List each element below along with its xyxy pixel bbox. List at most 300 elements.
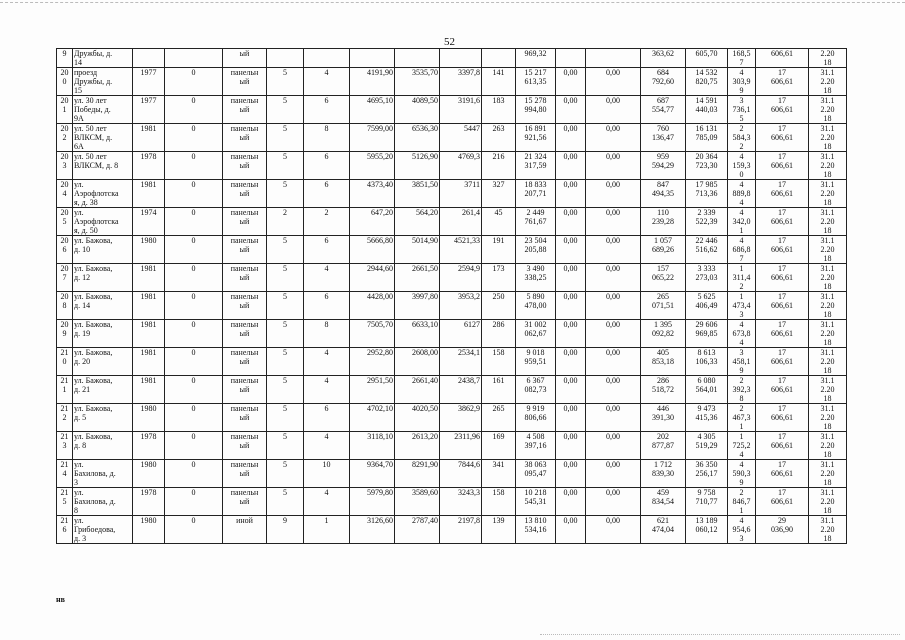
table-row (57, 49, 847, 68)
cell-wall-material: панельн ый (223, 236, 267, 264)
cell-cost-per-sqm: 168,5 7 (728, 49, 756, 68)
cell-wall-material: панельн ый (223, 292, 267, 320)
cell-cost-per-sqm: 2 846,7 1 (728, 488, 756, 516)
cell-cost-owners: 17 985 713,36 (686, 180, 728, 208)
cell-residential-area: 6127 (440, 320, 482, 348)
cell-cost-budget-regional: 0,00 (586, 180, 641, 208)
table-row (57, 236, 847, 264)
cell-entrances: 6 (304, 236, 350, 264)
cell-cost-budget-federal: 0,00 (556, 320, 586, 348)
cell-max-cost-per-sqm: 17 606,61 (756, 432, 809, 460)
cell-total-cost: 16 891 921,56 (516, 124, 556, 152)
cell-cost-budget-regional: 0,00 (586, 348, 641, 376)
table-row (57, 180, 847, 208)
cell-year-built: 1981 (133, 124, 165, 152)
cell-address: ул. Грибоедова, д. 3 (73, 516, 133, 544)
cell-row-number: 20 6 (57, 236, 73, 264)
cell-cost-owners: 3 333 273,03 (686, 264, 728, 292)
cell-residential-area: 7844,6 (440, 460, 482, 488)
cell-wall-material: панельн ый (223, 68, 267, 96)
cell-cost-budget-local: 847 494,35 (641, 180, 686, 208)
cell-max-cost-per-sqm: 17 606,61 (756, 488, 809, 516)
cell-year-commissioned: 0 (165, 180, 223, 208)
cell-entrances: 6 (304, 404, 350, 432)
cell-row-number: 9 (57, 49, 73, 68)
cell-row-number: 20 4 (57, 180, 73, 208)
cell-completion-date: 31.1 2.20 18 (809, 320, 847, 348)
cell-total-cost: 2 449 761,67 (516, 208, 556, 236)
cell-cost-budget-local: 1 395 092,82 (641, 320, 686, 348)
cell-cost-budget-regional: 0,00 (586, 68, 641, 96)
cell-completion-date: 31.1 2.20 18 (809, 292, 847, 320)
cell-address: ул. 50 лет ВЛКСМ, д. 8 (73, 152, 133, 180)
cell-residential-area: 2438,7 (440, 376, 482, 404)
cell-floors: 5 (267, 404, 304, 432)
cell-cost-budget-local: 959 594,29 (641, 152, 686, 180)
cell-address: ул. Бажова, д. 21 (73, 376, 133, 404)
cell-residential-area: 4521,33 (440, 236, 482, 264)
cell-completion-date: 31.1 2.20 18 (809, 516, 847, 544)
cell-cost-per-sqm: 1 311,4 2 (728, 264, 756, 292)
cell-cost-budget-regional (586, 49, 641, 68)
scan-top-line (0, 2, 905, 3)
cell-area-premises: 564,20 (395, 208, 440, 236)
cell-cost-owners: 2 339 522,39 (686, 208, 728, 236)
cell-cost-per-sqm: 2 584,3 2 (728, 124, 756, 152)
cell-cost-owners: 8 613 106,33 (686, 348, 728, 376)
cell-entrances: 6 (304, 292, 350, 320)
cell-total-cost: 18 833 207,71 (516, 180, 556, 208)
cell-floors: 5 (267, 96, 304, 124)
cell-residents: 158 (482, 348, 516, 376)
cell-cost-budget-federal: 0,00 (556, 236, 586, 264)
cell-wall-material: панельн ый (223, 488, 267, 516)
cell-total-area: 4428,00 (350, 292, 395, 320)
cell-cost-budget-local: 157 065,22 (641, 264, 686, 292)
cell-total-cost: 3 490 338,25 (516, 264, 556, 292)
cell-max-cost-per-sqm: 17 606,61 (756, 404, 809, 432)
cell-cost-per-sqm: 4 686,8 7 (728, 236, 756, 264)
cell-area-premises: 6536,30 (395, 124, 440, 152)
cell-cost-budget-federal: 0,00 (556, 488, 586, 516)
cell-address: ул. Бажова, д. 12 (73, 264, 133, 292)
cell-max-cost-per-sqm: 17 606,61 (756, 292, 809, 320)
cell-cost-owners: 16 131 785,09 (686, 124, 728, 152)
cell-total-area: 7505,70 (350, 320, 395, 348)
table-row (57, 264, 847, 292)
cell-year-commissioned: 0 (165, 516, 223, 544)
cell-year-commissioned: 0 (165, 348, 223, 376)
cell-floors: 5 (267, 264, 304, 292)
cell-floors: 5 (267, 460, 304, 488)
cell-total-area: 2952,80 (350, 348, 395, 376)
cell-cost-budget-local: 760 136,47 (641, 124, 686, 152)
cell-address: ул. Бахилова, д. 8 (73, 488, 133, 516)
table-row (57, 208, 847, 236)
cell-cost-budget-federal: 0,00 (556, 376, 586, 404)
cell-year-built: 1981 (133, 348, 165, 376)
cell-cost-budget-federal: 0,00 (556, 516, 586, 544)
cell-address: ул. 30 лет Победы, д. 9А (73, 96, 133, 124)
cell-cost-budget-local: 459 834,54 (641, 488, 686, 516)
cell-max-cost-per-sqm: 17 606,61 (756, 68, 809, 96)
cell-completion-date: 2.20 18 (809, 49, 847, 68)
cell-cost-budget-regional: 0,00 (586, 404, 641, 432)
cell-max-cost-per-sqm: 17 606,61 (756, 152, 809, 180)
cell-cost-per-sqm: 1 473,4 3 (728, 292, 756, 320)
cell-area-premises: 3589,60 (395, 488, 440, 516)
cell-area-premises (395, 49, 440, 68)
cell-year-commissioned: 0 (165, 208, 223, 236)
table-row (57, 152, 847, 180)
cell-wall-material: панельн ый (223, 124, 267, 152)
cell-total-area: 9364,70 (350, 460, 395, 488)
cell-floors: 5 (267, 68, 304, 96)
cell-cost-owners: 605,70 (686, 49, 728, 68)
cell-entrances: 8 (304, 320, 350, 348)
cell-total-cost: 38 063 095,47 (516, 460, 556, 488)
cell-year-commissioned: 0 (165, 264, 223, 292)
cell-completion-date: 31.1 2.20 18 (809, 208, 847, 236)
cell-completion-date: 31.1 2.20 18 (809, 460, 847, 488)
cell-total-area: 5979,80 (350, 488, 395, 516)
cell-completion-date: 31.1 2.20 18 (809, 348, 847, 376)
cell-cost-budget-local: 265 071,51 (641, 292, 686, 320)
cell-total-area: 3126,60 (350, 516, 395, 544)
table-row (57, 516, 847, 544)
cell-completion-date: 31.1 2.20 18 (809, 376, 847, 404)
cell-cost-budget-federal: 0,00 (556, 152, 586, 180)
cell-wall-material: панельн ый (223, 404, 267, 432)
cell-address: ул. Бажова, д. 14 (73, 292, 133, 320)
cell-area-premises: 3997,80 (395, 292, 440, 320)
cell-year-built: 1978 (133, 488, 165, 516)
cell-year-commissioned (165, 49, 223, 68)
cell-completion-date: 31.1 2.20 18 (809, 432, 847, 460)
cell-cost-per-sqm: 2 467,3 1 (728, 404, 756, 432)
cell-area-premises: 4020,50 (395, 404, 440, 432)
cell-cost-budget-local: 202 877,87 (641, 432, 686, 460)
cell-row-number: 21 3 (57, 432, 73, 460)
cell-address: ул. Бажова, д. 19 (73, 320, 133, 348)
cell-cost-per-sqm: 4 889,8 4 (728, 180, 756, 208)
cell-entrances: 4 (304, 432, 350, 460)
cell-total-area: 5955,20 (350, 152, 395, 180)
cell-address: ул. Аэрофлотска я, д. 50 (73, 208, 133, 236)
table-row (57, 488, 847, 516)
cell-area-premises: 4089,50 (395, 96, 440, 124)
cell-residential-area: 3862,9 (440, 404, 482, 432)
cell-cost-budget-federal: 0,00 (556, 96, 586, 124)
cell-completion-date: 31.1 2.20 18 (809, 180, 847, 208)
cell-entrances: 4 (304, 264, 350, 292)
cell-cost-per-sqm: 2 392,3 8 (728, 376, 756, 404)
cell-area-premises: 5126,90 (395, 152, 440, 180)
cell-year-built: 1974 (133, 208, 165, 236)
cell-row-number: 20 2 (57, 124, 73, 152)
cell-year-built: 1981 (133, 180, 165, 208)
cell-cost-per-sqm: 4 159,3 0 (728, 152, 756, 180)
cell-max-cost-per-sqm: 17 606,61 (756, 180, 809, 208)
cell-address: ул. 50 лет ВЛКСМ, д. 6А (73, 124, 133, 152)
cell-max-cost-per-sqm: 17 606,61 (756, 460, 809, 488)
cell-residents: 169 (482, 432, 516, 460)
cell-floors: 5 (267, 488, 304, 516)
cell-cost-owners: 9 758 710,77 (686, 488, 728, 516)
cell-wall-material: панельн ый (223, 208, 267, 236)
cell-residential-area (440, 49, 482, 68)
cell-cost-budget-regional: 0,00 (586, 264, 641, 292)
cell-total-cost: 5 890 478,00 (516, 292, 556, 320)
cell-residential-area: 3243,3 (440, 488, 482, 516)
cell-cost-budget-regional: 0,00 (586, 320, 641, 348)
cell-cost-budget-federal: 0,00 (556, 208, 586, 236)
cell-total-cost: 15 278 994,80 (516, 96, 556, 124)
cell-address: Дружбы, д. 14 (73, 49, 133, 68)
cell-row-number: 21 2 (57, 404, 73, 432)
cell-area-premises: 2613,20 (395, 432, 440, 460)
cell-cost-owners: 29 606 969,85 (686, 320, 728, 348)
cell-residents: 265 (482, 404, 516, 432)
cell-floors: 5 (267, 432, 304, 460)
cell-total-cost: 31 002 062,67 (516, 320, 556, 348)
cell-cost-budget-federal: 0,00 (556, 124, 586, 152)
cell-residents: 327 (482, 180, 516, 208)
cell-floors (267, 49, 304, 68)
cell-max-cost-per-sqm: 17 606,61 (756, 320, 809, 348)
cell-floors: 2 (267, 208, 304, 236)
cell-max-cost-per-sqm: 17 606,61 (756, 236, 809, 264)
cell-cost-budget-federal: 0,00 (556, 348, 586, 376)
cell-row-number: 21 0 (57, 348, 73, 376)
cell-residents: 341 (482, 460, 516, 488)
cell-cost-budget-federal: 0,00 (556, 432, 586, 460)
cell-total-cost: 9 919 806,66 (516, 404, 556, 432)
cell-year-commissioned: 0 (165, 460, 223, 488)
cell-floors: 5 (267, 292, 304, 320)
cell-cost-budget-federal: 0,00 (556, 292, 586, 320)
cell-residents: 139 (482, 516, 516, 544)
cell-total-area: 3118,10 (350, 432, 395, 460)
cell-cost-budget-regional: 0,00 (586, 432, 641, 460)
cell-year-built: 1977 (133, 68, 165, 96)
cell-max-cost-per-sqm: 17 606,61 (756, 264, 809, 292)
cell-wall-material: панельн ый (223, 264, 267, 292)
cell-entrances: 10 (304, 460, 350, 488)
cell-cost-budget-regional: 0,00 (586, 124, 641, 152)
table-row (57, 124, 847, 152)
cell-entrances: 4 (304, 348, 350, 376)
cell-residents: 191 (482, 236, 516, 264)
cell-row-number: 20 9 (57, 320, 73, 348)
cell-year-built: 1978 (133, 152, 165, 180)
footer-mark: нв (56, 595, 65, 604)
cell-cost-per-sqm: 4 954,6 3 (728, 516, 756, 544)
cell-residents: 216 (482, 152, 516, 180)
cell-year-commissioned: 0 (165, 96, 223, 124)
cell-residential-area: 2594,9 (440, 264, 482, 292)
cell-cost-owners: 5 625 406,49 (686, 292, 728, 320)
cell-cost-budget-local: 687 554,77 (641, 96, 686, 124)
cell-entrances: 1 (304, 516, 350, 544)
cell-year-built: 1981 (133, 320, 165, 348)
page-number: 52 (444, 36, 455, 48)
cell-wall-material: панельн ый (223, 348, 267, 376)
table-body (57, 49, 847, 544)
cell-address: ул. Аэрофлотска я, д. 38 (73, 180, 133, 208)
cell-completion-date: 31.1 2.20 18 (809, 68, 847, 96)
cell-residential-area: 3953,2 (440, 292, 482, 320)
cell-cost-budget-local: 363,62 (641, 49, 686, 68)
cell-max-cost-per-sqm: 17 606,61 (756, 376, 809, 404)
cell-total-cost: 23 504 205,88 (516, 236, 556, 264)
cell-year-commissioned: 0 (165, 404, 223, 432)
table-row (57, 320, 847, 348)
cell-row-number: 21 6 (57, 516, 73, 544)
cell-floors: 5 (267, 376, 304, 404)
cell-total-cost: 21 324 317,59 (516, 152, 556, 180)
cell-year-built: 1980 (133, 236, 165, 264)
cell-total-area: 4191,90 (350, 68, 395, 96)
cell-floors: 5 (267, 236, 304, 264)
table-row (57, 96, 847, 124)
cell-total-area (350, 49, 395, 68)
cell-cost-budget-local: 110 239,28 (641, 208, 686, 236)
cell-total-cost: 10 218 545,31 (516, 488, 556, 516)
cell-entrances: 8 (304, 124, 350, 152)
cell-residential-area: 2534,1 (440, 348, 482, 376)
cell-entrances: 4 (304, 488, 350, 516)
cell-total-cost: 6 367 082,73 (516, 376, 556, 404)
cell-max-cost-per-sqm: 606,61 (756, 49, 809, 68)
cell-cost-owners: 14 532 820,75 (686, 68, 728, 96)
cell-entrances: 2 (304, 208, 350, 236)
cell-residential-area: 4769,3 (440, 152, 482, 180)
cell-cost-per-sqm: 4 590,3 9 (728, 460, 756, 488)
cell-row-number: 21 4 (57, 460, 73, 488)
cell-floors: 5 (267, 180, 304, 208)
cell-total-area: 4373,40 (350, 180, 395, 208)
cell-wall-material: панельн ый (223, 320, 267, 348)
cell-total-area: 647,20 (350, 208, 395, 236)
cell-cost-owners: 22 446 516,62 (686, 236, 728, 264)
cell-entrances (304, 49, 350, 68)
cell-total-cost: 969,32 (516, 49, 556, 68)
cell-total-area: 2944,60 (350, 264, 395, 292)
cell-address: ул. Бажова, д. 20 (73, 348, 133, 376)
cell-cost-budget-regional: 0,00 (586, 292, 641, 320)
cell-residents: 173 (482, 264, 516, 292)
table-row (57, 68, 847, 96)
cell-cost-per-sqm: 4 342,0 1 (728, 208, 756, 236)
table-row (57, 460, 847, 488)
cell-residents: 45 (482, 208, 516, 236)
cell-residents: 161 (482, 376, 516, 404)
cell-max-cost-per-sqm: 17 606,61 (756, 348, 809, 376)
cell-cost-budget-federal: 0,00 (556, 404, 586, 432)
cell-total-cost: 15 217 613,35 (516, 68, 556, 96)
cell-wall-material: панельн ый (223, 460, 267, 488)
cell-cost-owners: 9 473 415,36 (686, 404, 728, 432)
cell-cost-owners: 36 350 256,17 (686, 460, 728, 488)
cell-residents: 141 (482, 68, 516, 96)
cell-row-number: 20 7 (57, 264, 73, 292)
cell-cost-per-sqm: 4 303,9 9 (728, 68, 756, 96)
cell-cost-budget-regional: 0,00 (586, 376, 641, 404)
cell-cost-budget-regional: 0,00 (586, 516, 641, 544)
cell-row-number: 20 8 (57, 292, 73, 320)
cell-cost-budget-federal: 0,00 (556, 460, 586, 488)
cell-residential-area: 2311,96 (440, 432, 482, 460)
cell-floors: 9 (267, 516, 304, 544)
cell-residents (482, 49, 516, 68)
cell-cost-budget-local: 405 853,18 (641, 348, 686, 376)
cell-cost-budget-regional: 0,00 (586, 460, 641, 488)
cell-year-commissioned: 0 (165, 376, 223, 404)
cell-cost-budget-local: 1 057 689,26 (641, 236, 686, 264)
cell-floors: 5 (267, 348, 304, 376)
table-row (57, 432, 847, 460)
cell-cost-owners: 20 364 723,30 (686, 152, 728, 180)
cell-year-commissioned: 0 (165, 320, 223, 348)
cell-residential-area: 3397,8 (440, 68, 482, 96)
cell-row-number: 21 1 (57, 376, 73, 404)
cell-residents: 263 (482, 124, 516, 152)
cell-floors: 5 (267, 152, 304, 180)
cell-cost-budget-local: 684 792,60 (641, 68, 686, 96)
cell-max-cost-per-sqm: 17 606,61 (756, 208, 809, 236)
cell-max-cost-per-sqm: 17 606,61 (756, 124, 809, 152)
cell-area-premises: 3851,50 (395, 180, 440, 208)
cell-year-built: 1980 (133, 404, 165, 432)
cell-address: проезд Дружбы, д. 15 (73, 68, 133, 96)
cell-wall-material: панельн ый (223, 376, 267, 404)
cell-cost-owners: 4 305 519,29 (686, 432, 728, 460)
cell-cost-budget-regional: 0,00 (586, 488, 641, 516)
cell-cost-budget-local: 1 712 839,30 (641, 460, 686, 488)
cell-cost-budget-federal (556, 49, 586, 68)
cell-year-built: 1981 (133, 376, 165, 404)
cell-total-cost: 4 508 397,16 (516, 432, 556, 460)
cell-cost-budget-regional: 0,00 (586, 208, 641, 236)
cell-entrances: 6 (304, 180, 350, 208)
cell-residential-area: 261,4 (440, 208, 482, 236)
cell-completion-date: 31.1 2.20 18 (809, 404, 847, 432)
cell-residential-area: 5447 (440, 124, 482, 152)
cell-wall-material: панельн ый (223, 96, 267, 124)
cell-cost-budget-local: 286 518,72 (641, 376, 686, 404)
cell-area-premises: 2661,40 (395, 376, 440, 404)
cell-cost-budget-federal: 0,00 (556, 180, 586, 208)
cell-entrances: 6 (304, 152, 350, 180)
cell-residents: 250 (482, 292, 516, 320)
cell-cost-budget-federal: 0,00 (556, 68, 586, 96)
scan-bottom-line (540, 634, 900, 635)
cell-residents: 286 (482, 320, 516, 348)
cell-wall-material: панельн ый (223, 180, 267, 208)
cell-cost-per-sqm: 1 725,2 4 (728, 432, 756, 460)
cell-area-premises: 2608,00 (395, 348, 440, 376)
cell-total-cost: 13 810 534,16 (516, 516, 556, 544)
cell-residential-area: 3191,6 (440, 96, 482, 124)
cell-year-built: 1977 (133, 96, 165, 124)
cell-entrances: 6 (304, 96, 350, 124)
cell-row-number: 20 5 (57, 208, 73, 236)
cell-residents: 183 (482, 96, 516, 124)
cell-year-built: 1980 (133, 460, 165, 488)
cell-max-cost-per-sqm: 17 606,61 (756, 96, 809, 124)
cell-cost-owners: 6 080 564,01 (686, 376, 728, 404)
